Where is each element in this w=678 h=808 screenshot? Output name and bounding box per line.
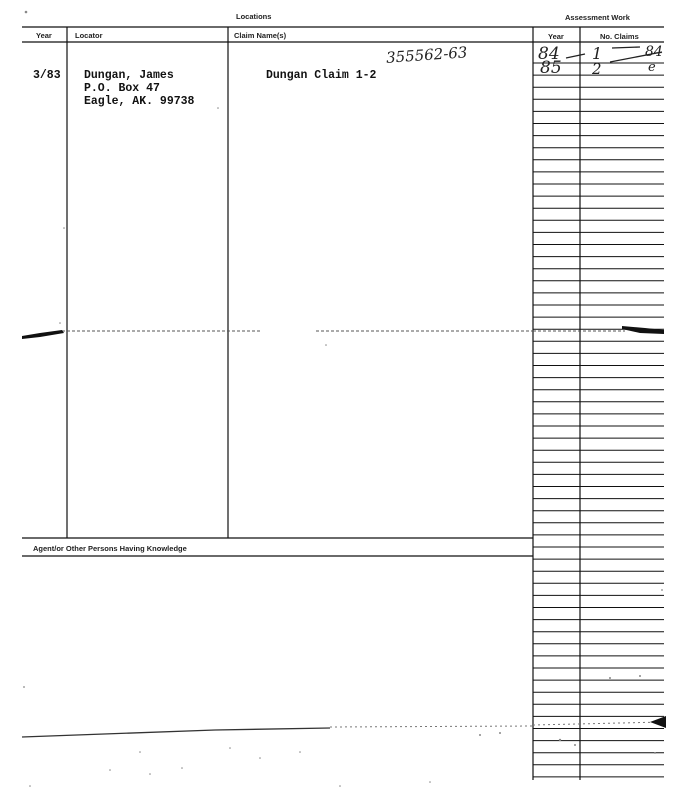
locator-address-line2: Eagle, AK. 99738 <box>84 95 195 108</box>
agent-heading: Agent/or Other Persons Having Knowledge <box>33 544 187 553</box>
year-column-header: Year <box>36 31 52 40</box>
assessment-claims-1: 1 <box>592 44 603 63</box>
locations-heading: Locations <box>236 12 272 21</box>
assessment-claims-2: 2 <box>592 60 602 78</box>
assessment-note-2: e <box>648 60 656 75</box>
locator-name: Dungan, James <box>84 69 174 82</box>
assessment-work-heading: Assessment Work <box>565 13 630 22</box>
locator-column-header: Locator <box>75 31 103 40</box>
handwritten-serial-number: 355562-63 <box>385 43 468 67</box>
locator-address-line1: P.O. Box 47 <box>84 82 160 95</box>
assessment-year-1: 84 <box>538 44 560 64</box>
location-year: 3/83 <box>33 69 61 82</box>
no-claims-column-header: No. Claims <box>600 32 639 41</box>
assessment-year-2: 85 <box>540 58 562 78</box>
claim-name: Dungan Claim 1-2 <box>266 69 377 82</box>
assessment-year-column-header: Year <box>548 32 564 41</box>
claim-names-column-header: Claim Name(s) <box>234 31 287 40</box>
assessment-note-1: 84 <box>645 44 663 60</box>
